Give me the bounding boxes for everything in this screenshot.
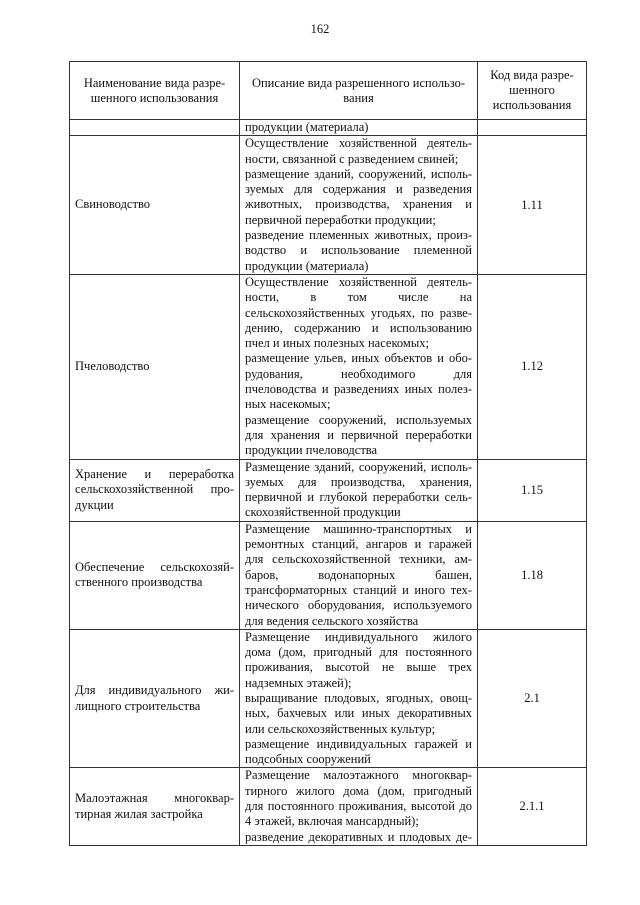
description-line: или сельскохозяйственных культур; bbox=[245, 721, 436, 736]
use-description-cell bbox=[240, 521, 478, 629]
description-line: ремонтных станций, ангаров и гаражей bbox=[245, 537, 472, 552]
header-name-line: шенного использования bbox=[90, 90, 219, 105]
use-name-cell bbox=[70, 629, 240, 768]
use-name-cell bbox=[70, 274, 240, 459]
use-code-cell: 1.18 bbox=[478, 521, 587, 629]
table-row bbox=[70, 274, 587, 459]
description-line: Осуществление хозяйственной деятель- bbox=[245, 136, 472, 151]
description-line: для хранения и первичной переработки bbox=[245, 427, 472, 442]
description-line: Размещение индивидуального жилого bbox=[245, 629, 472, 644]
description-line: для ведения сельского хозяйства bbox=[245, 613, 419, 628]
table-row bbox=[70, 521, 587, 629]
use-name-line: тирная жилая застройка bbox=[75, 806, 203, 821]
use-description-cell bbox=[240, 768, 478, 845]
description-line: размещение сооружений, используемых bbox=[245, 412, 472, 427]
description-line: зуемых для содержания и разведения bbox=[245, 182, 472, 197]
header-name-line: Наименование вида разре- bbox=[83, 75, 226, 90]
use-name-line: Для индивидуального жи- bbox=[75, 683, 234, 698]
use-name-line: Малоэтажная многоквар- bbox=[75, 791, 234, 806]
description-line: Размещение зданий, сооружений, исполь- bbox=[245, 459, 472, 474]
description-line: для постоянного проживания, высотой до bbox=[245, 799, 472, 814]
description-line: Осуществление хозяйственной деятель- bbox=[245, 274, 472, 289]
use-code-cell bbox=[478, 120, 587, 136]
use-name-line: Хранение и переработка bbox=[75, 467, 234, 482]
header-code-line: Код вида разре- bbox=[490, 68, 574, 82]
table-row bbox=[70, 768, 587, 845]
use-name-cell bbox=[70, 521, 240, 629]
table-header-row bbox=[70, 62, 587, 120]
use-name-line: Пчеловодство bbox=[75, 359, 150, 374]
use-name-cell bbox=[70, 459, 240, 521]
use-name-line: ственного производства bbox=[75, 575, 203, 590]
description-line: разведение племенных животных, произ- bbox=[245, 228, 472, 243]
description-line: ных, бахчевых или иных декоративных bbox=[245, 706, 472, 721]
description-line: ности, в том числе на bbox=[245, 290, 472, 305]
description-line: первичной и глубокой переработки сель- bbox=[245, 490, 472, 505]
use-name-line: лищного строительства bbox=[75, 698, 201, 713]
description-line: ности, связанной с разведением свиней; bbox=[245, 151, 459, 166]
description-line: дома (дом, пригодный для постоянного bbox=[245, 645, 472, 660]
use-description-cell bbox=[240, 629, 478, 768]
use-code-cell: 1.15 bbox=[478, 459, 587, 521]
header-code-line: шенного bbox=[509, 83, 555, 97]
description-line: проживания, высотой не выше трех bbox=[245, 660, 472, 675]
header-description-line: вания bbox=[343, 90, 374, 105]
header-description-line: Описание вида разрешенного использо- bbox=[251, 75, 466, 90]
description-line: 4 этажей, включая мансардный); bbox=[245, 814, 419, 829]
table-row bbox=[70, 459, 587, 521]
header-name bbox=[70, 62, 240, 120]
description-line: водство и использование племенной bbox=[245, 243, 472, 258]
description-line: размещение зданий, сооружений, исполь- bbox=[245, 166, 472, 181]
permitted-use-table bbox=[69, 61, 587, 846]
use-name-line: Свиноводство bbox=[75, 197, 151, 212]
description-line: Размещение малоэтажного многоквар- bbox=[245, 768, 472, 783]
description-line: продукции (материала) bbox=[245, 258, 369, 273]
description-line: размещение индивидуальных гаражей и bbox=[245, 736, 472, 751]
description-line: ных насекомых; bbox=[245, 397, 331, 412]
description-line: дению, содержанию и использованию bbox=[245, 320, 472, 335]
description-line: надземных этажей); bbox=[245, 675, 352, 690]
description-line: разведение декоративных и плодовых де- bbox=[245, 829, 472, 844]
description-line: продукции (материала) bbox=[245, 120, 369, 134]
description-line: скохозяйственной продукции bbox=[245, 505, 401, 520]
table-row bbox=[70, 120, 587, 136]
use-code-cell: 1.12 bbox=[478, 274, 587, 459]
description-line: трансформаторных станций и иного тех- bbox=[245, 582, 472, 597]
header-code-line: использования bbox=[492, 98, 572, 112]
description-line: животных, производства, хранения и bbox=[245, 197, 472, 212]
header-code bbox=[478, 62, 587, 120]
table-row bbox=[70, 136, 587, 275]
description-line: баров, водонапорных башен, bbox=[245, 567, 472, 582]
use-code-cell: 1.11 bbox=[478, 136, 587, 275]
use-description-cell bbox=[240, 274, 478, 459]
table-body bbox=[70, 120, 587, 846]
description-line: Размещение машинно-транспортных и bbox=[245, 521, 472, 536]
description-line: продукции пчеловодства bbox=[245, 443, 378, 458]
use-description-cell bbox=[240, 459, 478, 521]
use-name-cell bbox=[70, 768, 240, 845]
table-row bbox=[70, 629, 587, 768]
use-name-line: Обеспечение сельскохозяй- bbox=[75, 559, 234, 574]
description-line: зуемых для производства, хранения, bbox=[245, 474, 472, 489]
use-description-cell bbox=[240, 120, 478, 136]
use-name-line: сельскохозяйственной про- bbox=[75, 482, 234, 497]
description-line: сельскохозяйственных угодьях, по разве- bbox=[245, 305, 472, 320]
use-name-cell bbox=[70, 120, 240, 136]
use-code-cell: 2.1 bbox=[478, 629, 587, 768]
description-line: для сельскохозяйственной техники, ам- bbox=[245, 552, 472, 567]
use-name-line: дукции bbox=[75, 497, 114, 512]
description-line: тирного жилого дома (дом, пригодный bbox=[245, 783, 472, 798]
description-line: пчеловодства и разведениях иных полез- bbox=[245, 382, 472, 397]
use-description-cell bbox=[240, 136, 478, 275]
use-code-cell: 2.1.1 bbox=[478, 768, 587, 845]
description-line: нического оборудования, используемого bbox=[245, 598, 472, 613]
header-description bbox=[240, 62, 478, 120]
description-line: пчел и иных полезных насекомых; bbox=[245, 336, 429, 351]
description-line: выращивание плодовых, ягодных, овощ- bbox=[245, 690, 472, 705]
use-name-cell bbox=[70, 136, 240, 275]
description-line: первичной переработки продукции; bbox=[245, 212, 436, 227]
description-line: подсобных сооружений bbox=[245, 752, 371, 767]
description-line: рудования, необходимого для bbox=[245, 366, 472, 381]
page-number: 162 bbox=[310, 22, 330, 36]
description-line: размещение ульев, иных объектов и обо- bbox=[245, 351, 472, 366]
